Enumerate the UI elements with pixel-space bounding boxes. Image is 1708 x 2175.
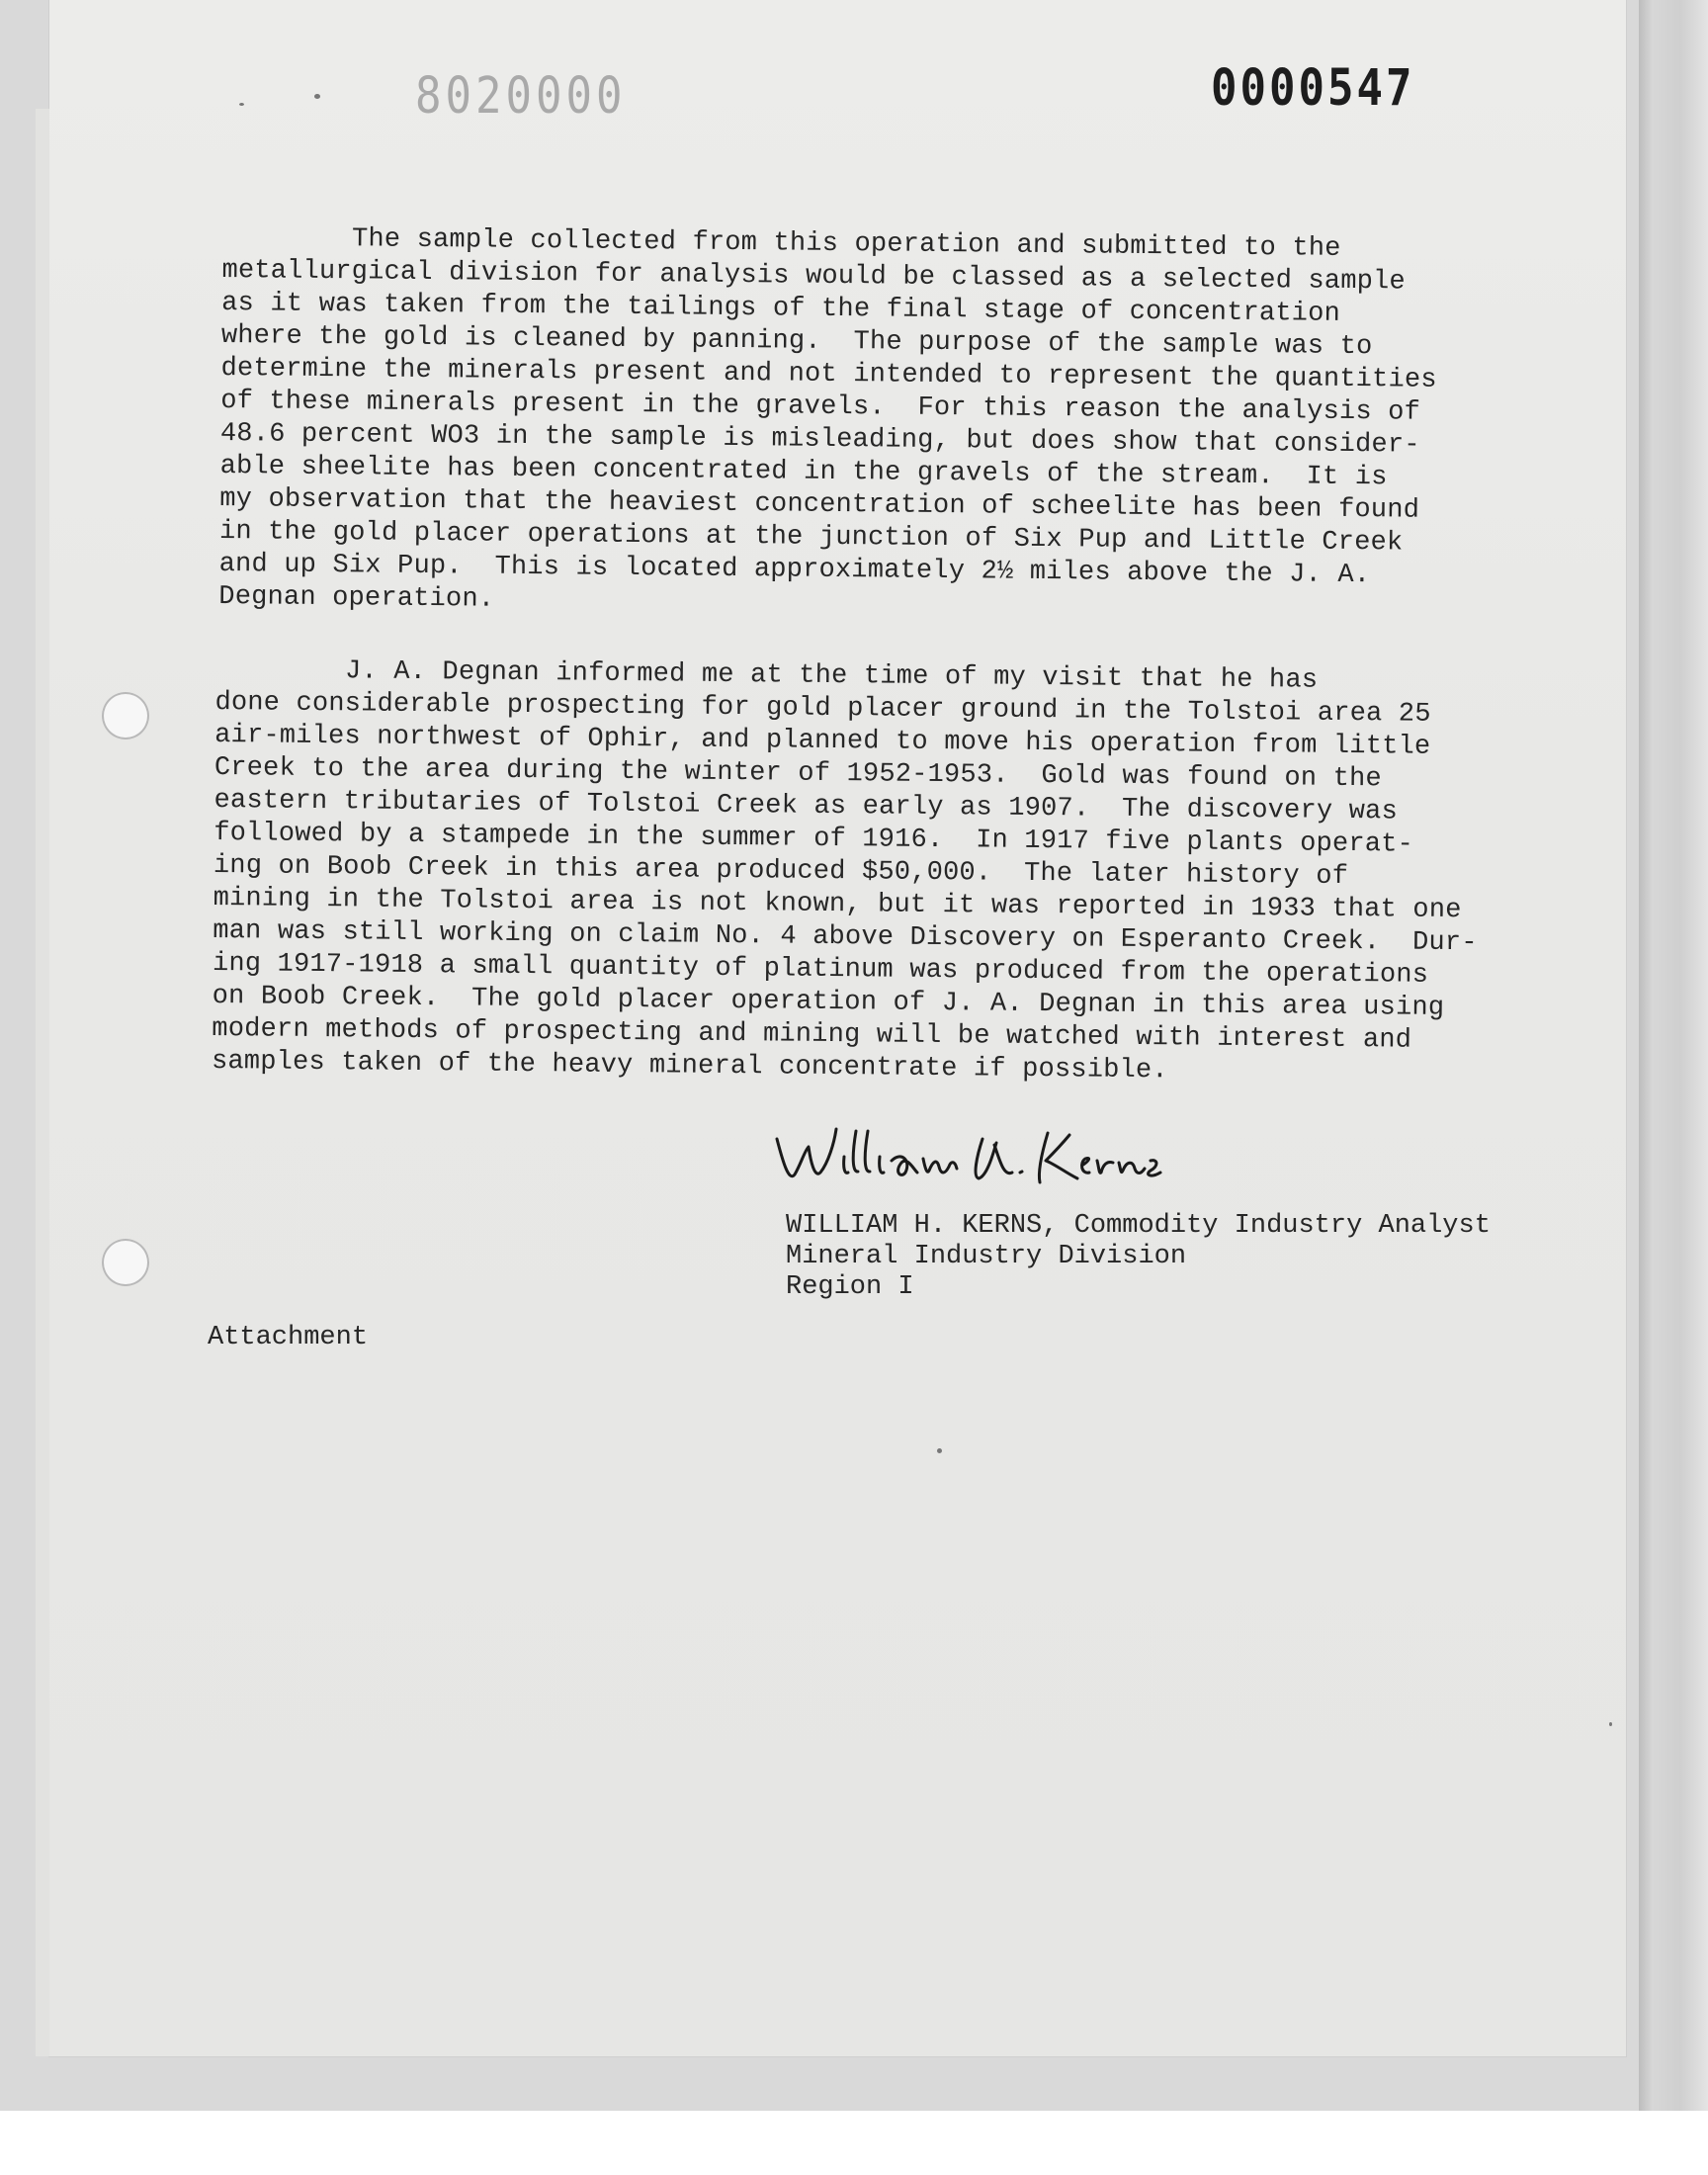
- scanner-edge-strip: [1639, 0, 1708, 2111]
- page-number-stamp: 0000547: [1211, 59, 1415, 118]
- signatory-division: Mineral Industry Division: [786, 1242, 1187, 1271]
- scan-speck: [239, 103, 244, 106]
- paragraph-1-line: as it was taken from the tailings of the final stage of concentration: [221, 288, 1341, 329]
- punch-hole-top: [102, 692, 149, 740]
- paragraph-2-line: ing on Boob Creek in this area produced $50,000. The later history of: [213, 850, 1349, 893]
- paragraph-1-line: in the gold placer operations at the junction of Six Pup and Little Creek: [218, 516, 1404, 559]
- attachment-label: Attachment: [208, 1323, 369, 1352]
- paragraph-1-line: 48.6 percent WO3 in the sample is misleading, but does show that consider-: [219, 418, 1420, 461]
- paragraph-1-line: my observation that the heaviest concentration of scheelite has been found: [219, 483, 1420, 526]
- paragraph-2-line: eastern tributaries of Tolstoi Creek as early as 1907. The discovery was: [214, 785, 1399, 827]
- paragraph-2-line: ing 1917-1918 a small quantity of platinum was produced from the operations: [212, 948, 1429, 991]
- paragraph-2-line: on Boob Creek. The gold placer operation of J. A. Degnan in this area using: [212, 981, 1445, 1023]
- handwritten-signature: [771, 1117, 1166, 1196]
- paragraph-1-line: able sheelite has been concentrated in the gravels of the stream. It is: [219, 451, 1388, 493]
- paragraph-2-line: Creek to the area during the winter of 1952-1953. Gold was found on the: [214, 752, 1382, 795]
- paragraph-1-line: Degnan operation.: [218, 581, 495, 615]
- paragraph-1-line: of these minerals present in the gravels. For this reason the analysis of: [220, 386, 1421, 428]
- paragraph-1-line: The sample collected from this operation and submitted to the: [221, 222, 1341, 264]
- punch-hole-bottom: [102, 1239, 149, 1286]
- scan-speck: [1609, 1722, 1612, 1726]
- paragraph-2-line: samples taken of the heavy mineral concentrate if possible.: [211, 1046, 1168, 1087]
- paragraph-1-line: metallurgical division for analysis would be classed as a selected sample: [221, 255, 1407, 298]
- scan-speck: [314, 94, 320, 99]
- paragraph-2-line: done considerable prospecting for gold placer ground in the Tolstoi area 25: [214, 687, 1431, 730]
- faint-stamp-number: 8020000: [415, 67, 627, 126]
- paragraph-1: [218, 222, 1438, 626]
- paragraph-2-line: modern methods of prospecting and mining will be watched with interest and: [212, 1013, 1412, 1056]
- paragraph-1-line: where the gold is cleaned by panning. The purpose of the sample was to: [220, 320, 1373, 363]
- signatory-name-title: WILLIAM H. KERNS, Commodity Industry Analyst: [786, 1211, 1491, 1241]
- paragraph-2-line: man was still working on claim No. 4 above Discovery on Esperanto Creek. Dur-: [213, 915, 1478, 959]
- paragraph-2-line: followed by a stampede in the summer of 1916. In 1917 five plants operat-: [214, 818, 1414, 860]
- paragraph-2-line: mining in the Tolstoi area is not known, but it was reported in 1933 that one: [213, 883, 1462, 926]
- paragraph-2-line: air-miles northwest of Ophir, and planned to move his operation from little: [214, 720, 1431, 762]
- paragraph-1-line: and up Six Pup. This is located approximately 2½ miles above the J. A.: [218, 549, 1371, 591]
- paragraph-2: [212, 654, 1480, 1090]
- signatory-region: Region I: [786, 1272, 914, 1302]
- paragraph-1-line: determine the minerals present and not intended to represent the quantities: [220, 353, 1437, 395]
- signature-block: [786, 1211, 1491, 1303]
- scan-speck: [937, 1448, 942, 1453]
- paragraph-2-line: J. A. Degnan informed me at the time of my visit that he has: [214, 654, 1319, 696]
